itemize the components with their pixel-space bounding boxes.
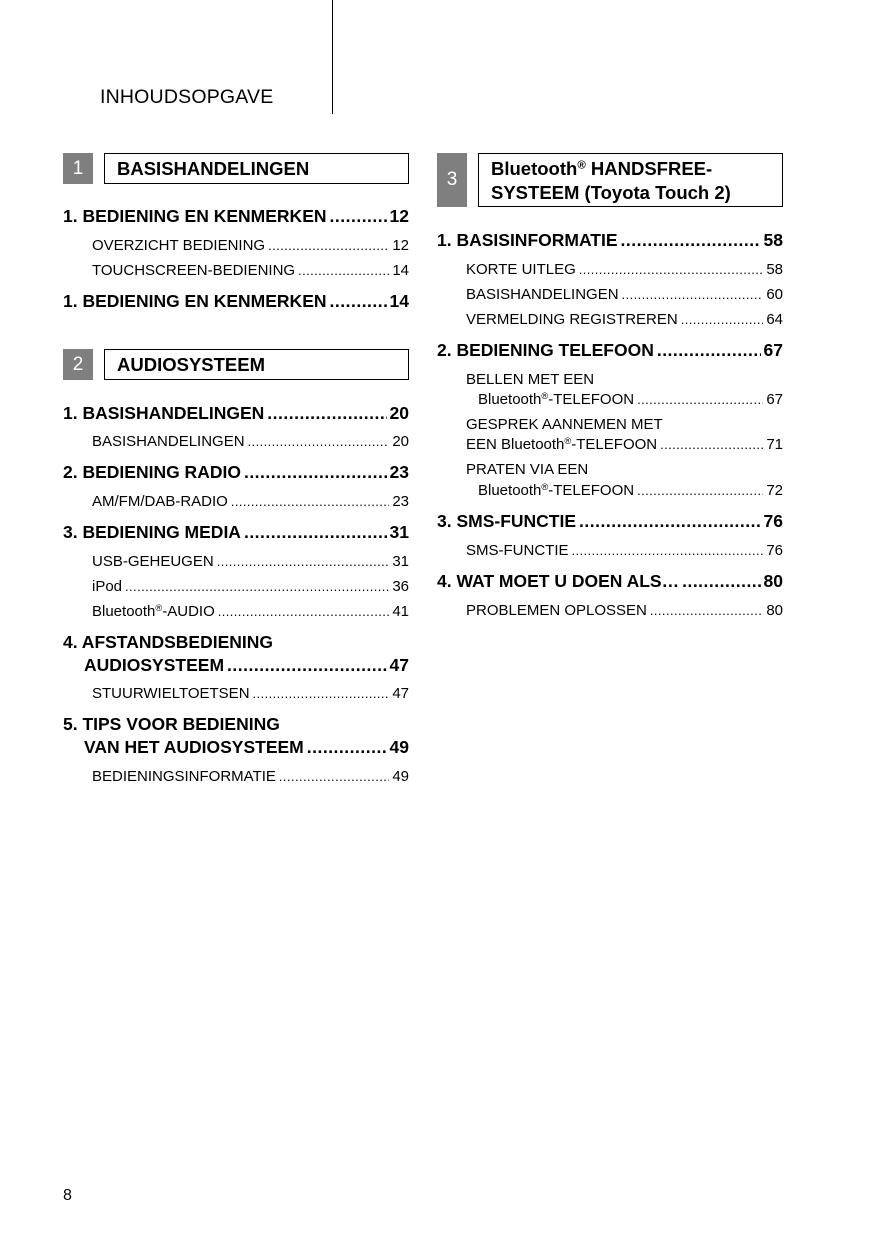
toc-sub-entry[interactable]: Bluetooth®-AUDIO ..... 41 — [92, 603, 409, 620]
toc-chapter-entry[interactable]: VAN HET AUDIOSYSTEEM ..... 49 — [84, 737, 409, 758]
toc-sub-entry[interactable]: KORTE UITLEG ..... 58 — [466, 261, 783, 278]
section-number: 3 — [437, 153, 467, 207]
toc-sub-label-line1: BELLEN MET EEN — [466, 371, 595, 388]
section-3-header — [437, 153, 783, 203]
toc-chapter-entry[interactable]: AUDIOSYSTEEM ..... 47 — [84, 655, 409, 676]
toc-chapter-entry[interactable]: 2. BEDIENING RADIO ..... 23 — [63, 462, 409, 483]
toc-sub-entry[interactable]: SMS-FUNCTIE ..... 76 — [466, 542, 783, 559]
page-number: 8 — [63, 1187, 72, 1204]
toc-sub-entry[interactable]: Bluetooth®-TELEFOON ..... 67 — [478, 391, 783, 408]
toc-sub-label-line1: GESPREK AANNEMEN MET — [466, 416, 663, 433]
toc-sub-entry[interactable]: BEDIENINGSINFORMATIE ..... 49 — [92, 768, 409, 785]
toc-sub-entry[interactable]: OVERZICHT BEDIENING ..... 12 — [92, 237, 409, 254]
page-title: INHOUDSOPGAVE — [100, 86, 274, 108]
toc-sub-entry[interactable]: EEN Bluetooth®-TELEFOON ..... 71 — [466, 436, 783, 453]
section-number: 2 — [63, 349, 93, 380]
section-title: Bluetooth® HANDSFREE- SYSTEEM (Toyota Touch 2) — [478, 153, 783, 207]
toc-chapter-entry[interactable]: 1. BASISHANDELINGEN ..... 20 — [63, 403, 409, 424]
toc-chapter-entry[interactable]: 1. BEDIENING EN KENMERKEN ..... 12 — [63, 206, 409, 227]
toc-chapter-label-line1: 4. AFSTANDSBEDIENING — [63, 632, 274, 652]
toc-chapter-entry[interactable]: 4. WAT MOET U DOEN ALS… ..... 80 — [437, 571, 783, 592]
section-title: AUDIOSYSTEEM — [104, 349, 409, 380]
toc-sub-entry[interactable]: Bluetooth®-TELEFOON ..... 72 — [478, 482, 783, 499]
toc-sub-entry[interactable]: BASISHANDELINGEN ..... 20 — [92, 433, 409, 450]
section-title: BASISHANDELINGEN — [104, 153, 409, 184]
toc-chapter-entry[interactable]: 3. BEDIENING MEDIA ..... 31 — [63, 522, 409, 543]
toc-sub-entry[interactable]: STUURWIELTOETSEN ..... 47 — [92, 685, 409, 702]
toc-sub-entry[interactable]: BASISHANDELINGEN ..... 60 — [466, 286, 783, 303]
section-2-header — [63, 349, 409, 380]
toc-chapter-entry[interactable]: 2. BEDIENING TELEFOON ..... 67 — [437, 340, 783, 361]
toc-chapter-entry[interactable]: 3. SMS-FUNCTIE ..... 76 — [437, 511, 783, 532]
section-1-header — [63, 153, 409, 184]
toc-sub-entry[interactable]: PROBLEMEN OPLOSSEN ..... 80 — [466, 602, 783, 619]
toc-sub-entry[interactable]: AM/FM/DAB-RADIO ..... 23 — [92, 493, 409, 510]
toc-sub-entry[interactable]: iPod ..... 36 — [92, 578, 409, 595]
toc-chapter-label-line1: 5. TIPS VOOR BEDIENING — [63, 714, 280, 734]
toc-sub-entry[interactable]: VERMELDING REGISTREREN ..... 64 — [466, 311, 783, 328]
toc-chapter-entry[interactable]: 1. BEDIENING EN KENMERKEN ..... 14 — [63, 291, 409, 312]
divider-line — [332, 0, 333, 114]
toc-chapter-entry[interactable]: 1. BASISINFORMATIE ..... 58 — [437, 230, 783, 251]
section-number: 1 — [63, 153, 93, 184]
toc-sub-entry[interactable]: USB-GEHEUGEN ..... 31 — [92, 553, 409, 570]
toc-sub-label-line1: PRATEN VIA EEN — [466, 461, 589, 478]
toc-sub-entry[interactable]: TOUCHSCREEN-BEDIENING ..... 14 — [92, 262, 409, 279]
